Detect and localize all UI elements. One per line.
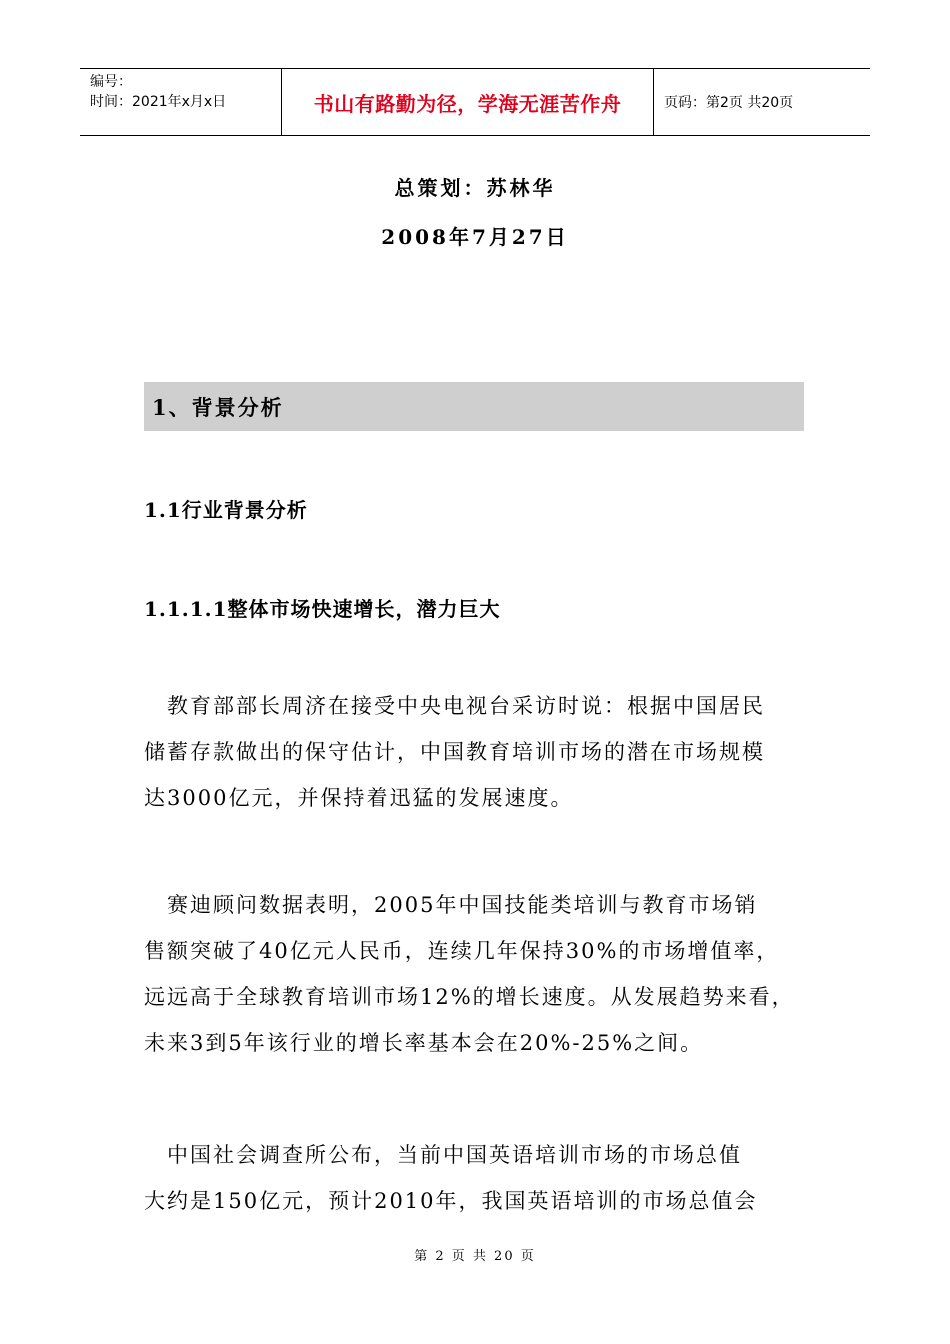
paragraph-line: 大约是150亿元，预计2010年，我国英语培训的市场总值会 [144,1189,758,1213]
header-page-info: 页码：第2页 共20页 [664,95,794,111]
paragraph-line: 售额突破了40亿元人民币，连续几年保持30%的市场增值率， [144,939,780,963]
paragraph-line: 储蓄存款做出的保守估计，中国教育培训市场的潜在市场规模 [144,740,765,764]
subsubsection-heading: 1.1.1.1整体市场快速增长，潜力巨大 [144,597,501,621]
header-meta [80,69,282,135]
page-header [80,68,870,136]
section-heading-text: 1、背景分析 [152,394,284,420]
document-number-label: 编号： [90,74,132,90]
subsection-heading: 1.1行业背景分析 [144,498,308,522]
date-line: 2008年7月27日 [381,225,569,249]
paragraph-line: 远远高于全球教育培训市场12%的增长速度。从发展趋势来看， [144,985,795,1009]
paragraph-3 [144,1132,809,1224]
paragraph-2 [144,882,809,1066]
page-footer: 第 2 页 共 20 页 [414,1249,536,1264]
paragraph-line: 赛迪顾问数据表明，2005年中国技能类培训与教育市场销 [144,893,758,917]
paragraph-line: 达3000亿元，并保持着迅猛的发展速度。 [144,786,574,810]
header-motto: 书山有路勤为径，学海无涯苦作舟 [282,69,654,135]
paragraph-line: 中国社会调查所公布，当前中国英语培训市场的市场总值 [144,1143,742,1167]
section-heading [144,382,804,431]
document-time-label: 时间：2021年x月x日 [90,94,227,110]
planner-line: 总策划：苏林华 [394,176,556,200]
paragraph-1 [144,683,809,821]
paragraph-line: 未来3到5年该行业的增长率基本会在20%-25%之间。 [144,1031,704,1055]
paragraph-line: 教育部部长周济在接受中央电视台采访时说：根据中国居民 [144,694,765,718]
